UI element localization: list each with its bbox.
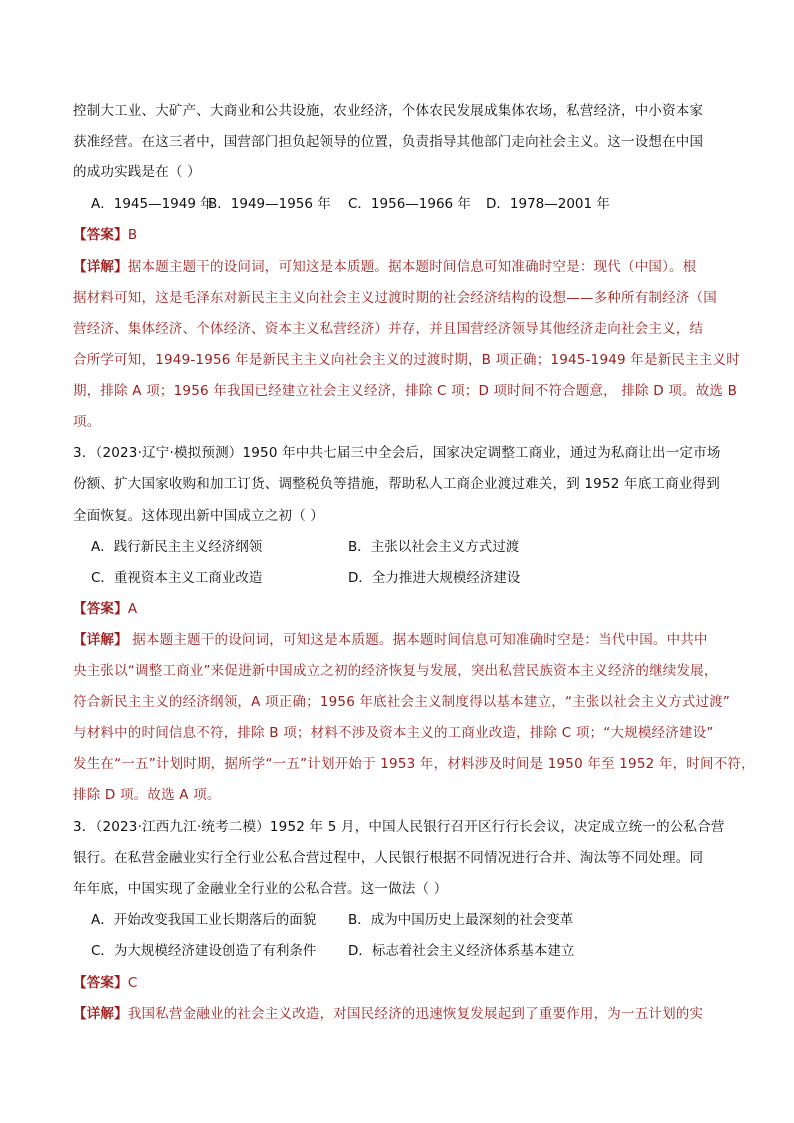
option-a: A．开始改变我国工业长期落后的面貌	[91, 912, 317, 928]
explanation-line: 营经济、集体经济、个体经济、资本主义私营经济）并存，并且国营经济领导其他经济走向社会主义，结	[73, 321, 704, 337]
option-b: B．成为中国历史上最深刻的社会变革	[348, 912, 574, 928]
answer-line	[73, 226, 137, 244]
option-c: C．重视资本主义工商业改造	[91, 570, 263, 586]
answer-line	[73, 974, 137, 992]
explanation-line	[73, 1005, 703, 1023]
option-b: B．主张以社会主义方式过渡	[348, 539, 520, 555]
explanation-line	[73, 631, 708, 649]
explanation-line: 据材料可知，这是毛泽东对新民主主义向社会主义过渡时期的社会经济结构的设想——多种所有制经济（国	[73, 290, 717, 306]
explanation-text: 我国私营金融业的社会主义改造，对国民经济的迅速恢复发展起到了重要作用，为一五计划的实	[127, 1006, 704, 1022]
option-d: D．1978—2001 年	[486, 196, 610, 212]
explanation-label: 【详解】	[73, 1006, 128, 1022]
option-c: C．为大规模经济建设创造了有利条件	[91, 943, 317, 959]
explanation-label: 【详解】	[73, 632, 128, 648]
explanation-text: 据本题主题干的设问词，可知这是本质题。据本题时间信息可知准确时空是：当代中国。中共中	[127, 632, 708, 648]
option-d: D．标志着社会主义经济体系基本建立	[348, 943, 575, 959]
question-stem-line: 银行。在私营金融业实行全行业公私合营过程中，人民银行根据不同情况进行合并、淘汰等不同处理。同	[73, 850, 704, 866]
explanation-line: 符合新民主主义的经济纲领，A 项正确；1956 年底社会主义制度得以基本建立，“主张以社会主义方式过渡”	[73, 694, 731, 710]
explanation-line: 合所学可知，1949-1956 年是新民主主义向社会主义的过渡时期，B 项正确；1945-1949 年是新民主主义时	[73, 352, 740, 368]
answer-line	[73, 600, 137, 618]
question-stem-line: 3．（2023·辽宁·模拟预测）1950 年中共七届三中全会后，国家决定调整工商业，通过为私商让出一定市场	[73, 445, 721, 461]
explanation-line	[73, 258, 696, 276]
option-a: A．1945—1949 年	[91, 196, 214, 212]
explanation-text: 据本题主题干的设问词，可知这是本质题。据本题时间信息可知准确时空是：现代（中国）。根	[127, 259, 697, 275]
question-stem-line: 的成功实践是在（ ）	[73, 164, 201, 180]
explanation-line: 排除 D 项。故选 A 项。	[73, 787, 221, 803]
explanation-line: 期，排除 A 项；1956 年我国已经建立社会主义经济，排除 C 项；D 项时间不符合题意， 排除 D 项。故选 B	[73, 383, 738, 399]
explanation-line: 央主张以“调整工商业”来促进新中国成立之初的经济恢复与发展，突出私营民族资本主义经济的继续发展，	[73, 663, 718, 679]
option-c: C．1956—1966 年	[348, 196, 471, 212]
question-stem-line: 控制大工业、大矿产、大商业和公共设施，农业经济，个体农民发展成集体农场，私营经济，中小资本家	[73, 103, 704, 119]
option-b: B．1949—1956 年	[208, 196, 331, 212]
option-d: D．全力推进大规模经济建设	[348, 570, 521, 586]
answer-label: 【答案】	[73, 227, 128, 243]
option-a: A．践行新民主主义经济纲领	[91, 539, 263, 555]
answer-label: 【答案】	[73, 975, 128, 991]
answer-value: B	[127, 227, 138, 243]
explanation-line: 与材料中的时间信息不符，排除 B 项；材料不涉及资本主义的工商业改造，排除 C 项；“大规模经济建设”	[73, 725, 714, 741]
question-stem-line: 获准经营。在这三者中，国营部门担负起领导的位置，负责指导其他部门走向社会主义。这一设想在中国	[73, 134, 704, 150]
answer-label: 【答案】	[73, 601, 128, 617]
explanation-line: 发生在“一五”计划时期，据所学“一五”计划开始于 1953 年，材料涉及时间是 1950 年至 1952 年，时间不符，	[73, 756, 755, 772]
explanation-label: 【详解】	[73, 259, 128, 275]
question-stem-line: 全面恢复。这体现出新中国成立之初（ ）	[73, 508, 325, 524]
answer-value: C	[127, 975, 138, 991]
question-stem-line: 年年底，中国实现了金融业全行业的公私合营。这一做法（ ）	[73, 881, 448, 897]
question-stem-line: 3．（2023·江西九江·统考二模）1952 年 5 月，中国人民银行召开区行行长会议，决定成立统一的公私合营	[73, 819, 725, 835]
answer-value: A	[127, 601, 138, 617]
question-stem-line: 份额、扩大国家收购和加工订货、调整税负等措施，帮助私人工商企业渡过难关，到 1952 年底工商业得到	[73, 476, 720, 492]
explanation-line: 项。	[73, 414, 101, 430]
